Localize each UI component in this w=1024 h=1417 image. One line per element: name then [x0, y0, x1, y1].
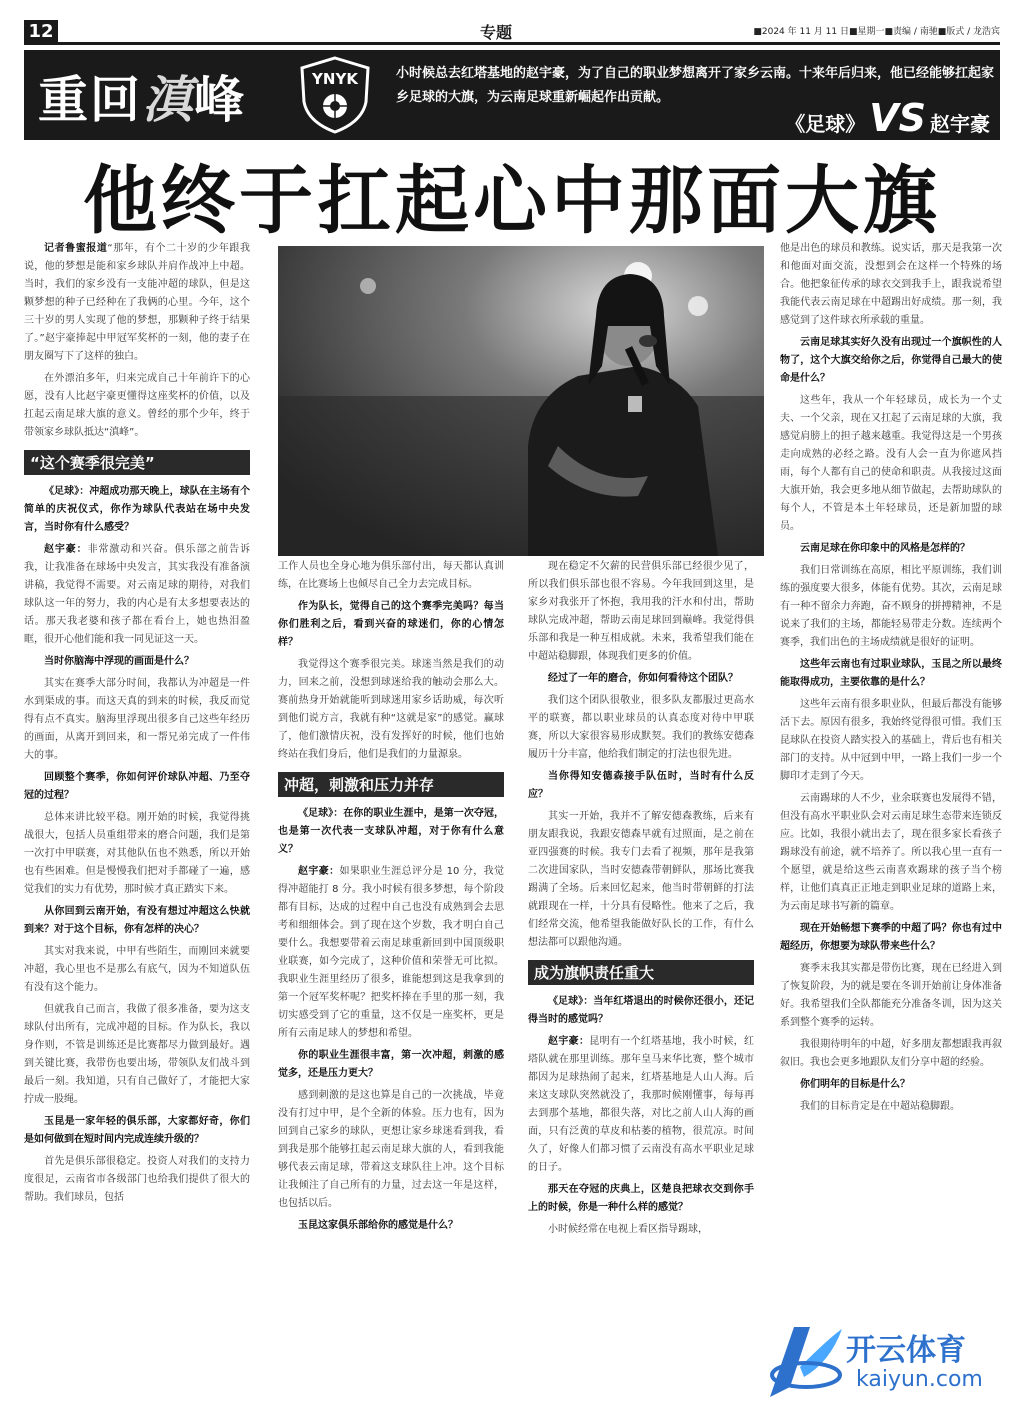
article-column-4 — [780, 240, 1002, 1410]
player-speaking-image-icon — [278, 246, 764, 556]
answer: 赵宇豪：非常激动和兴奋。俱乐部之前告诉我，让我准备在球场中央发言，其实我没有准备演讲稿，我觉得不需要。对云南足球的期待，对我们球队这一年的努力，我的内心是有太多想要表达的话。那天我老婆和孩子都在看台上，她也热泪盈眶，很开心他们能和我一同见证这一天。 — [24, 544, 250, 645]
svg-text:YNYK: YNYK — [312, 70, 358, 88]
answer: 感到刺激的是这也算是自己的一次挑战，毕竟没有打过中甲，是个全新的体验。压力也有，因为回到自己家乡的球队，更想让家乡球迷看到我，看到我是那个能够扛起云南足球大旗的人，看到我能够代表云南足球，带着这支球队往上冲。这个目标让我倾注了自己所有的力量，过去这一年是这样，也包括以后。 — [278, 1090, 504, 1209]
banner-title-part1: 重回 — [38, 70, 142, 129]
question: 当时你脑海中浮现的画面是什么？ — [44, 656, 194, 667]
answer: 其实一开始，我并不了解安德森教练，后来有朋友跟我说，我跟安德森早就有过照面，是之前在亚四强赛的时候。我专门去看了视频，那年是我第二次进国家队，当时安德森带朝鲜队，那场比赛我踢满了全场。后来回忆起来，他当时带朝鲜的打法就跟现在一样，十分具有侵略性。他来了之后，我们经常交流，他希望我能做好队长的工作，有什么想法都可以跟他沟通。 — [528, 811, 754, 948]
vs-mark: VS — [869, 96, 926, 140]
question: 云南足球其实好久没有出现过一个旗帜性的人物了，这个大旗交给你之后，你觉得自己最大的使命是什么？ — [780, 337, 1002, 384]
section-heading: 冲超，刺激和压力并存 — [278, 772, 504, 797]
banner-vs — [785, 96, 990, 140]
question: 从你回到云南开始，有没有想过冲超这么快就到来？对于这个目标，你有怎样的决心？ — [24, 906, 250, 935]
section-heading: “这个赛季很完美” — [24, 450, 250, 475]
article-column-1 — [24, 240, 250, 1410]
question: 现在开始畅想下赛季的中超了吗？你也有过中超经历，你想要为球队带来些什么？ — [780, 923, 1002, 952]
lead-paragraph: 记者鲁蜜报道“那年，有个二十岁的少年跟我说，他的梦想是能和家乡球队并肩作战冲上中超。当时，我们的家乡没有一支能冲超的球队，但是这颗梦想的种子已经种在了我俩的心里。今年，这个三十岁的男人实现了他的梦想，那颗种子终于结果了。”赵宇豪捧起中甲冠军奖杯的一刻，他的妻子在朋友圈写下了这样的独白。 — [24, 243, 250, 362]
answer: 小时候经常在电视上看区指导踢球， — [548, 1224, 708, 1235]
byline: 记者鲁蜜报道 — [44, 243, 108, 254]
watermark — [760, 1317, 1010, 1407]
answer: 首先是俱乐部很稳定。投资人对我们的支持力度很足，云南省市各级部门也给我们提供了很大的帮助。我们球员，包括 — [24, 1156, 250, 1203]
headline: 他终于扛起心中那面大旗 — [83, 158, 941, 244]
question: 当你得知安德森接手队伍时，当时有什么反应？ — [528, 771, 754, 800]
answer: 赵宇豪：如果职业生涯总评分是 10 分，我觉得冲超能打 8 分。我小时候有很多梦想，每个阶段都有目标，达成的过程中自己也没有成熟到会去思考和细细体会。到了现在这个岁数，我才明白自己要什么。我想要带着云南足球重新回到中国顶级职业联赛，如今完成了，这种价值和荣誉无可比拟。我职业生涯里经历了很多，谁能想到这是我拿到的第一个冠军奖杯呢？把奖杯捧在手里的那一刻，我切实感受到了它的重量，这不仅是一座奖杯，更是所有云南足球人的梦想和希望。 — [278, 866, 504, 1039]
banner-title-part3: 峰 — [194, 70, 246, 129]
question: 玉昆是一家年轻的俱乐部，大家都好奇，你们是如何做到在短时间内完成连续升级的？ — [24, 1116, 250, 1145]
question: 《足球》：在你的职业生涯中，是第一次夺冠，也是第一次代表一支球队冲超，对于你有什么意义？ — [278, 808, 504, 855]
watermark-name: 开云体育 — [846, 1333, 966, 1368]
paragraph: 工作人员也全身心地为俱乐部付出，每天都认真训练，在比赛场上也倾尽自己全力去完成目标。 — [278, 561, 504, 590]
banner-title — [38, 60, 246, 132]
answer: 其实在赛季大部分时间，我都认为冲超是一件水到渠成的事。而这天真的到来的时候，我反而觉得有点不真实。脑海里浮现出很多自己这些年经历的画面，从离开到回来，和一帮兄弟完成了一件伟大的事。 — [24, 678, 250, 761]
question: 《足球》：冲超成功那天晚上，球队在主场有个简单的庆祝仪式，你作为球队代表站在场中央发言，当时你有什么感受？ — [24, 486, 250, 533]
section-heading: 成为旗帜责任重大 — [528, 960, 754, 985]
answer: 赵宇豪：昆明有一个红塔基地，我小时候，红塔队就在那里训练。那年皇马来华比赛，整个城市都因为足球热闹了起来，红塔基地是人山人海。后来这支球队突然就没了，我那时候刚懂事，每每再去到那个基地，都很失落，对比之前人山人海的画面，只有泛黄的草皮和枯萎的植物，很荒凉。时间久了，好像人们都习惯了云南没有高水平职业足球的日子。 — [528, 1036, 754, 1173]
question: 这些年云南也有过职业球队，玉昆之所以最终能取得成功，主要依靠的是什么？ — [780, 659, 1002, 688]
answer: 我们这个团队很敬业，很多队友都服过更高水平的联赛，都以职业球员的认真态度对待中甲联赛，所以大家很容易形成默契。我们的教练安德森履历十分丰富，他给我们制定的打法也很先进。 — [528, 695, 754, 760]
answer: 这些年云南有很多职业队，但最后都没有能够活下去。原因有很多，我始终觉得很可惜。我们玉昆球队在投资人踏实投入的基础上，背后也有相关部门的支持。从中冠到中甲，一路上我们一步一个脚印才走到了今天。 — [780, 699, 1002, 782]
answer: 我们的目标肯定是在中超站稳脚跟。 — [800, 1101, 960, 1112]
answer: 这些年，我从一个年轻球员，成长为一个丈夫、一个父亲，现在又扛起了云南足球的大旗，我感觉肩膀上的担子越来越重。我觉得这是一个男孩走向成熟的必经之路。没有人会一直为你遮风挡雨，每个人都有自己的使命和职责。从我接过这面大旗开始，我会更多地从细节做起，去帮助球队的每个人，不管是本土年轻球员，还是新加盟的球员。 — [780, 395, 1002, 532]
answer: 我觉得这个赛季很完美。球迷当然是我们的动力，回来之前，没想到球迷给我的触动会那么大。赛前热身开始就能听到球迷用家乡话助威，每次听到他们说方言，我就有种“这就是家”的感觉。赢球了，他们激情庆祝，没有发挥好的时候，他们也始终站在我们身后，他们是我们的力量源泉。 — [278, 659, 504, 760]
paragraph: 现在稳定不欠薪的民营俱乐部已经很少见了，所以我们俱乐部也很不容易。今年我回到这里，是家乡对我张开了怀抱，我用我的汗水和付出，帮助球队完成冲超，帮助云南足球回到巅峰。我觉得俱乐部和我是一种互相成就。未来，我希望我们能在中超站稳脚跟，体现我们更多的价值。 — [528, 561, 754, 662]
answer: 总体来讲比较平稳。刚开始的时候，我觉得挑战很大，包括人员重组带来的磨合问题，我们是第一次打中甲联赛，对其他队伍也不熟悉，所以开始也有些困难。但是慢慢我们把对手都碰了一遍，感觉我们的实力有优势，那时候才真正踏实下来。 — [24, 812, 250, 895]
page-number: 12 — [24, 20, 58, 44]
answer: 其实对我来说，中甲有些陌生，而刚回来就要冲超，我心里也不是那么有底气，因为不知道队伍有没有这个能力。 — [24, 946, 250, 993]
banner-intro: 小时候总去红塔基地的赵宇豪，为了自己的职业梦想离开了家乡云南。十来年后归来，他已经能够扛起家乡足球的大旗，为云南足球重新崛起作出贡献。 — [396, 66, 995, 105]
section-label: 专题 — [480, 23, 513, 42]
article-column-3 — [528, 558, 754, 1410]
club-logo-icon — [294, 54, 376, 136]
feature-banner — [24, 50, 1000, 140]
question: 你的职业生涯很丰富，第一次冲超，刺激的感觉多，还是压力更大？ — [278, 1050, 504, 1079]
dateline: ■2024 年 11 月 11 日■星期一■责编 / 南驰■版式 / 龙浩宾 — [753, 27, 1000, 37]
answer: 赛季末我其实都是带伤比赛，现在已经进入到了恢复阶段，为的就是要在冬训开始前让身体准备好。我希望我们全队都能充分准备冬训，因为这关系到整个赛季的运转。 — [780, 963, 1002, 1028]
question: 《足球》：当年红塔退出的时候你还很小，还记得当时的感觉吗？ — [528, 996, 754, 1025]
answer: 云南踢球的人不少，业余联赛也发展得不错，但没有高水平职业队会对云南足球生态带来连锁反应。比如，我很小就出去了，现在很多家长看孩子踢球没有前途，就不培养了。所以我心里一直有一个愿望，就是给这些云南喜欢踢球的孩子当个榜样，让他们真真正正地走到职业足球的道路上来，为云南足球书写新的篇章。 — [780, 793, 1002, 912]
question: 玉昆这家俱乐部给你的感觉是什么？ — [298, 1220, 458, 1231]
watermark-logo-icon — [760, 1317, 846, 1407]
question: 回顾整个赛季，你如何评价球队冲超、乃至夺冠的过程？ — [24, 772, 250, 801]
article-column-2 — [278, 558, 504, 1410]
banner-title-part2: 滇 — [142, 70, 194, 129]
vs-left: 《足球》 — [785, 112, 866, 136]
watermark-url: kaiyun.com — [856, 1367, 983, 1392]
vs-right: 赵宇豪 — [930, 112, 990, 136]
question: 经过了一年的磨合，你如何看待这个团队？ — [548, 673, 738, 684]
player-photo — [278, 246, 764, 556]
question: 作为队长，觉得自己的这个赛季完美吗？每当你们胜利之后，看到兴奋的球迷们，你的心情怎样？ — [278, 601, 504, 648]
paragraph: 在外漂泊多年，归来完成自己十年前许下的心愿，没有人比赵宇豪更懂得这座奖杯的价值，以及扛起云南足球大旗的意义。曾经的那个少年，终于带领家乡球队抵达“滇峰”。 — [24, 373, 250, 438]
answer: 我很期待明年的中超，好多朋友都想跟我再叙叙旧。我也会更多地跟队友们分享中超的经验。 — [780, 1039, 1002, 1068]
paragraph: 他是出色的球员和教练。说实话，那天是我第一次和他面对面交流，没想到会在这样一个特殊的场合。他把象征传承的球衣交到我手上，跟我说希望我能代表云南足球在中超踢出好成绩。那一刻，我感觉到了这件球衣所承载的重量。 — [780, 243, 1002, 326]
header-rule — [24, 42, 1000, 45]
answer: 我们日常训练在高原，相比平原训练，我们训练的强度要大很多，体能有优势。其次，云南足球有一种不留余力奔跑，奋不顾身的拼搏精神，不是说来了我们的主场，都能轻易带走分数。连续两个赛季，我们出色的主场成绩就是很好的证明。 — [780, 565, 1002, 648]
question: 那天在夺冠的庆典上，区楚良把球衣交到你手上的时候，你是一种什么样的感觉？ — [528, 1184, 754, 1213]
answer: 但就我自己而言，我做了很多准备，要为这支球队付出所有，完成冲超的目标。作为队长，我以身作则，不管是训练还是比赛都尽力做到最好。遇到关键比赛，我带伤也要出场，带领队友们战斗到最后一刻。我知道，只有自己做好了，才能把大家拧成一股绳。 — [24, 1004, 250, 1105]
question: 你们明年的目标是什么？ — [800, 1079, 910, 1090]
question: 云南足球在你印象中的风格是怎样的？ — [800, 543, 970, 554]
